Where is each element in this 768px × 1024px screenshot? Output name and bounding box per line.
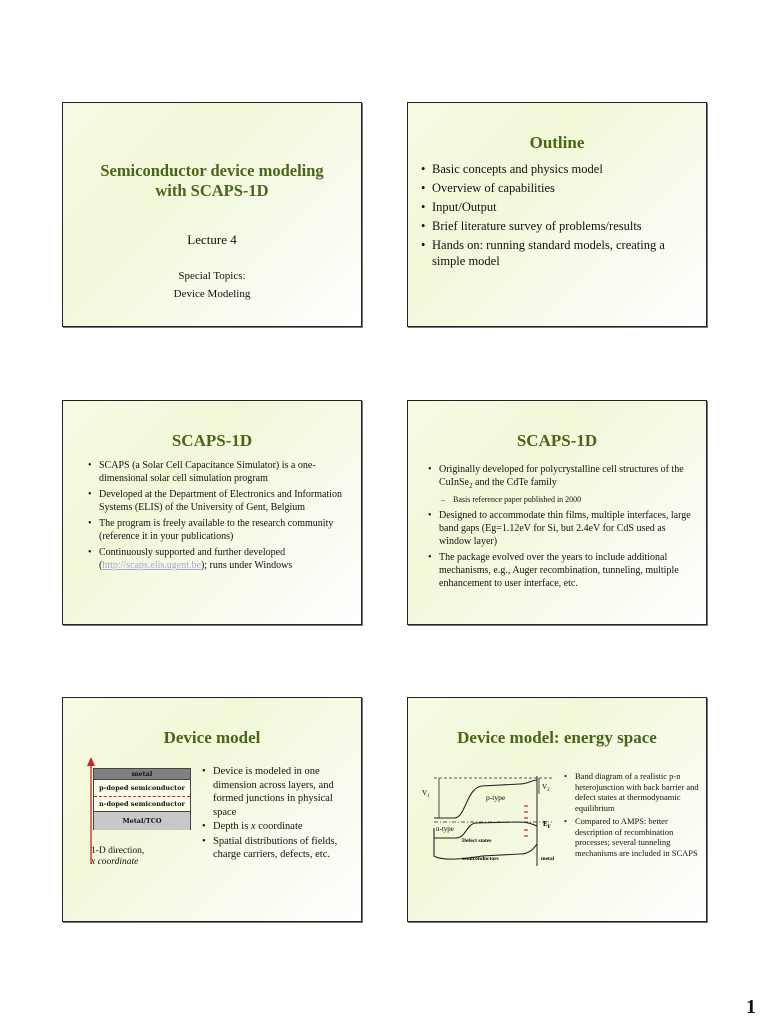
v2-label: $V_2$: [542, 783, 550, 793]
v1-label: $V_1$: [422, 789, 430, 799]
item-text: coordinate: [255, 821, 303, 832]
lecture-label: Lecture 4: [187, 232, 237, 247]
layer-metal: metal: [94, 769, 190, 780]
item-text: Originally developed for polycrystalline cell structures of the CuInSe: [439, 464, 684, 488]
axis-label-line-2: x coordinate: [91, 857, 139, 867]
list-item: • Input/Output: [420, 199, 690, 215]
n-type-label: n-type: [436, 825, 454, 833]
list-item: [201, 820, 351, 834]
scaps-history-list: [427, 463, 699, 590]
device-model-title: Device model: [163, 728, 261, 747]
list-item: • Band diagram of a realistic p-n heterojunction with back barrier and defect states at thermodynamic equilibrium: [563, 771, 699, 813]
metal-label: metal: [541, 856, 555, 862]
semiconductors-label: semiconductors: [462, 856, 499, 862]
p-type-label: p-type: [486, 793, 506, 802]
topic-line-1: Special Topics:: [178, 270, 246, 282]
item-text: and the CdTe family: [472, 477, 557, 488]
ef-label: $E_F$: [543, 820, 551, 830]
topic-line-2: Device Modeling: [173, 288, 251, 300]
slide-outline: [407, 102, 707, 327]
band-diagram: [420, 766, 565, 876]
scaps-intro-list: [87, 459, 343, 572]
axis-arrowhead: [87, 757, 95, 766]
page-number: 1: [746, 996, 756, 1018]
subscript: 2: [469, 482, 473, 490]
sub-item: – Basis reference paper published in 2000: [441, 495, 582, 504]
scaps-history-title: SCAPS-1D: [516, 431, 598, 450]
list-item: • Designed to accommodate thin films, multiple interfaces, large band gaps (Eg=1.12eV for Si, but 2.4eV for CdS used as window layer): [427, 509, 699, 548]
list-item: • SCAPS (a Solar Cell Capacitance Simulator) is a one-dimensional solar cell simulation program: [87, 459, 343, 485]
layer-p-doped: p-doped semiconductor: [94, 780, 190, 797]
item-text-post: ); runs under Windows: [200, 560, 293, 571]
list-item: • Spatial distributions of fields, charge carriers, defects, etc.: [201, 835, 351, 862]
slide-energy-space: [407, 697, 707, 922]
slide-device-model: [62, 697, 362, 922]
list-item: [87, 546, 343, 572]
axis-label: [91, 846, 144, 868]
list-item: • Compared to AMPS: better description of recombination processes; several tunneling mechanisms are included in SCAPS: [563, 816, 699, 858]
layer-n-doped: n-doped semiconductor: [94, 797, 190, 812]
defect-marks: [524, 806, 528, 836]
list-item: • Hands on: running standard models, creating a simple model: [420, 237, 690, 269]
presentation-title: Semiconductor device modeling with SCAPS-1D: [100, 161, 324, 200]
sub-item-text: Basis reference paper published in 2000: [453, 495, 582, 504]
list-item: • Basic concepts and physics model: [420, 161, 690, 177]
slide-title: [62, 102, 362, 327]
item-text-pre: Continuously supported and further developed (: [99, 547, 286, 571]
item-text: Depth is: [213, 821, 251, 832]
layer-stack: [93, 768, 191, 830]
list-item: • The package evolved over the years to include additional mechanisms, e.g., Auger recombination, tunneling, multiple enhancement to user interface, etc.: [427, 551, 699, 590]
energy-space-title: Device model: energy space: [457, 728, 657, 747]
scaps-intro-title: SCAPS-1D: [171, 431, 253, 450]
list-item: • Device is modeled in one dimension across layers, and formed junctions in physical space: [201, 765, 351, 819]
list-item: • Brief literature survey of problems/results: [420, 218, 690, 234]
outline-list: [420, 161, 690, 269]
slide-scaps-intro: [62, 400, 362, 625]
scaps-website-link[interactable]: http://scaps.elis.ugent.be: [102, 560, 201, 571]
slide-scaps-history: [407, 400, 707, 625]
energy-space-list: [563, 771, 699, 858]
device-model-list: [201, 765, 351, 862]
item-var: x: [250, 821, 256, 832]
defect-states-label: Defect states: [462, 838, 492, 844]
list-item: • Overview of capabilities: [420, 180, 690, 196]
list-item: • The program is freely available to the research community (reference it in your publications): [87, 517, 343, 543]
axis-label-line-1: 1-D direction,: [91, 846, 145, 856]
layer-metal-tco: Metal/TCO: [94, 812, 190, 830]
outline-title: Outline: [529, 133, 585, 152]
list-item: • Developed at the Department of Electronics and Information Systems (ELIS) of the University of Gent, Belgium: [87, 488, 343, 514]
list-item: [427, 463, 699, 506]
